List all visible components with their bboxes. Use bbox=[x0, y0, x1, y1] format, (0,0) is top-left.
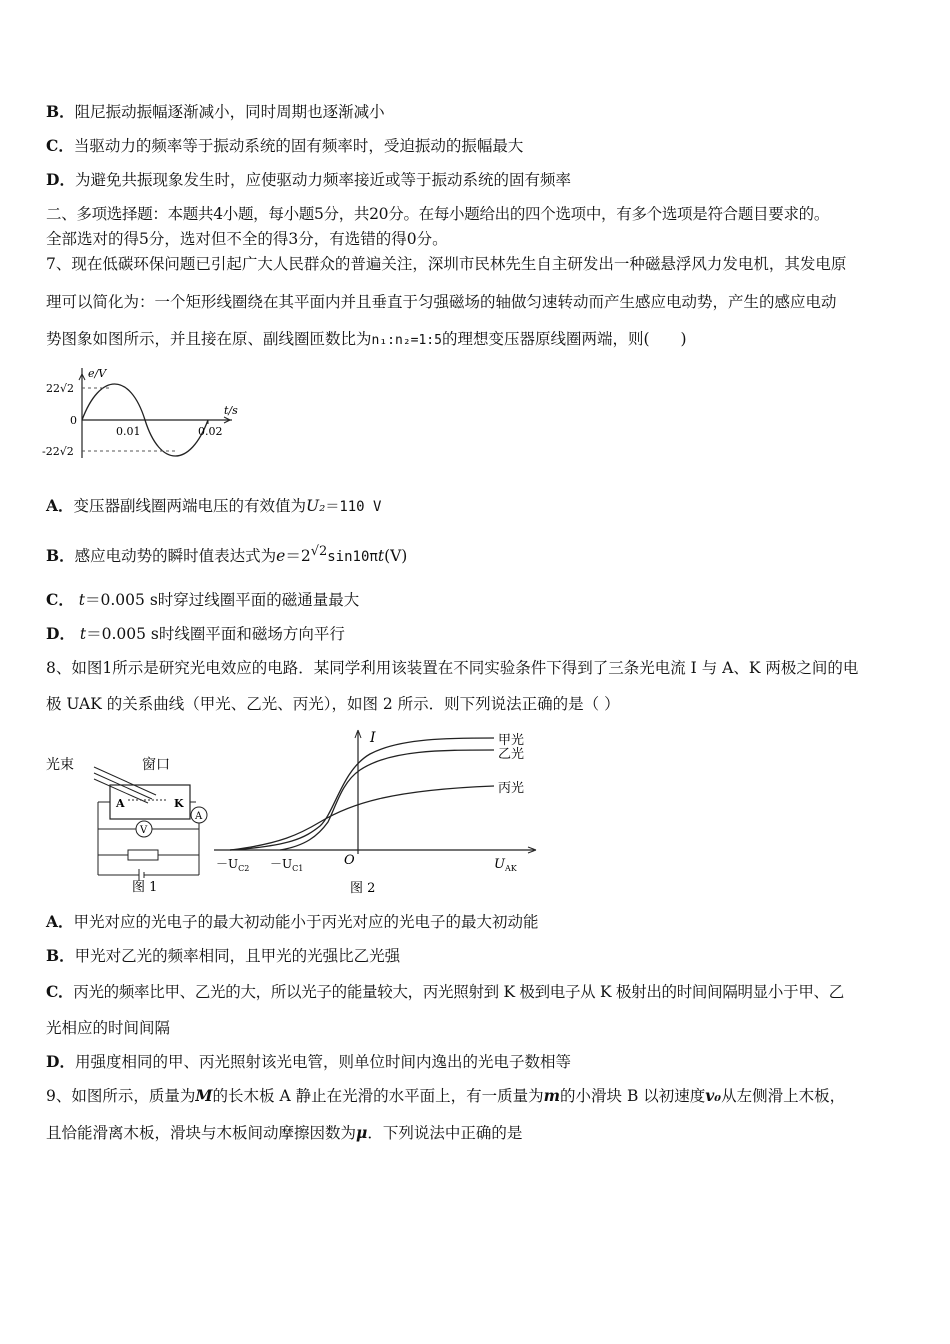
beam-label: 光束 bbox=[46, 757, 74, 773]
series-bing-curve bbox=[230, 786, 494, 850]
q8-option-a: A．甲光对应的光电子的最大初动能小于丙光对应的光电子的最大初动能 bbox=[46, 912, 539, 931]
figure2-caption: 图 2 bbox=[350, 881, 376, 896]
window-label: 窗口 bbox=[142, 757, 170, 773]
series-bing-label: 丙光 bbox=[498, 781, 525, 796]
uc1-label: $-U_{C1}$ bbox=[270, 857, 304, 873]
q8-option-d: D．用强度相同的甲、丙光照射该光电管，则单位时间内逸出的光电子数相等 bbox=[46, 1052, 571, 1071]
origin-label: O bbox=[344, 853, 355, 868]
q8-stem-line1: 8、如图1所示是研究光电效应的电路．某同学利用该装置在不同实验条件下得到了三条光电流 I 与 A、K 两极之间的电 bbox=[46, 659, 859, 677]
x-tick-label-1: 0.01 bbox=[116, 425, 141, 438]
q7-option-c: C． t＝0.005 s时穿过线圈平面的磁通量最大 bbox=[46, 590, 360, 609]
q7-option-d: D． t＝0.005 s时线圈平面和磁场方向平行 bbox=[46, 624, 345, 643]
q8-option-b: B．甲光对乙光的频率相同，且甲光的光强比乙光强 bbox=[46, 946, 401, 965]
q8-option-c-continued: 光相应的时间间隔 bbox=[46, 1019, 171, 1037]
q8-option-c: C．丙光的频率比甲、乙光的大，所以光子的能量较大，丙光照射到 K 极到电子从 K 极射出的时间间隔明显小于甲、乙 bbox=[46, 982, 844, 1001]
x-axis-label: t/s bbox=[224, 404, 238, 417]
y-max-label: 22√2 bbox=[46, 382, 75, 395]
svg-text:K: K bbox=[174, 797, 184, 810]
x-tick-label-2: 0.02 bbox=[198, 425, 223, 438]
svg-text:A: A bbox=[116, 797, 125, 810]
svg-text:A: A bbox=[195, 811, 203, 822]
q6-option-b: B．阻尼振动振幅逐渐减小，同时周期也逐渐减小 bbox=[46, 102, 385, 121]
y-min-label: -22√2 bbox=[42, 445, 74, 458]
q8-stem-line2: 极 UAK 的关系曲线（甲光、乙光、丙光），如图 2 所示．则下列说法正确的是（ ） bbox=[46, 695, 620, 713]
q8-figure1-circuit bbox=[44, 745, 214, 895]
y-zero-label: 0 bbox=[70, 414, 77, 427]
q7-option-b: B．感应电动势的瞬时值表达式为$e=2^{√2}\sin 10\pi t(V)$ bbox=[46, 544, 408, 566]
q9-stem-line1: 9、如图所示，质量为M的长木板 A 静止在光滑的水平面上，有一质量为m的小滑块 B 以初速度v₀从左侧滑上木板， bbox=[46, 1086, 846, 1105]
svg-text:V: V bbox=[140, 825, 148, 836]
section2-heading-line1: 二、多项选择题：本题共4小题，每小题5分，共20分。在每小题给出的四个选项中，有多个选项是符合题目要求的。 bbox=[46, 205, 830, 223]
q7-option-a: A．变压器副线圈两端电压的有效值为U₂＝110 V bbox=[46, 496, 382, 515]
q7-stem-line3: 势图象如图所示，并且接在原、副线圈匝数比为n₁:n₂=1:5的理想变压器原线圈两端，则( ) bbox=[46, 330, 687, 348]
y-axis-label: e/V bbox=[88, 367, 107, 380]
u-axis-label: $U_{AK}$ bbox=[494, 857, 517, 873]
uc2-label: $-U_{C2}$ bbox=[216, 857, 250, 873]
series-jia-label: 甲光 bbox=[498, 733, 525, 748]
q7-stem-line1: 7、现在低碳环保问题已引起广大人民群众的普遍关注，深圳市民林先生自主研发出一种磁悬浮风力发电机，其发电原 bbox=[46, 255, 847, 273]
q9-stem-line2: 且恰能滑离木板，滑块与木板间动摩擦因数为μ．下列说法中正确的是 bbox=[46, 1123, 523, 1142]
rheostat-icon bbox=[128, 850, 158, 860]
q6-option-d: D．为避免共振现象发生时，应使驱动力频率接近或等于振动系统的固有频率 bbox=[46, 170, 571, 189]
q7-stem-line2: 理可以简化为：一个矩形线圈绕在其平面内并且垂直于匀强磁场的轴做匀速转动而产生感应电动势，产生的感应电动 bbox=[46, 293, 837, 311]
q8-figure2-iu-graph bbox=[210, 726, 550, 896]
i-axis-label: I bbox=[370, 730, 376, 746]
series-yi-curve bbox=[280, 750, 494, 850]
section2-heading-line2: 全部选对的得5分，选对但不全的得3分，有选错的得0分。 bbox=[46, 230, 448, 248]
q6-option-c: C．当驱动力的频率等于振动系统的固有频率时，受迫振动的振幅最大 bbox=[46, 136, 524, 155]
series-jia-curve bbox=[230, 738, 494, 850]
figure1-caption: 图 1 bbox=[132, 880, 158, 895]
q7-emf-graph bbox=[40, 362, 250, 462]
series-yi-label: 乙光 bbox=[498, 747, 525, 762]
